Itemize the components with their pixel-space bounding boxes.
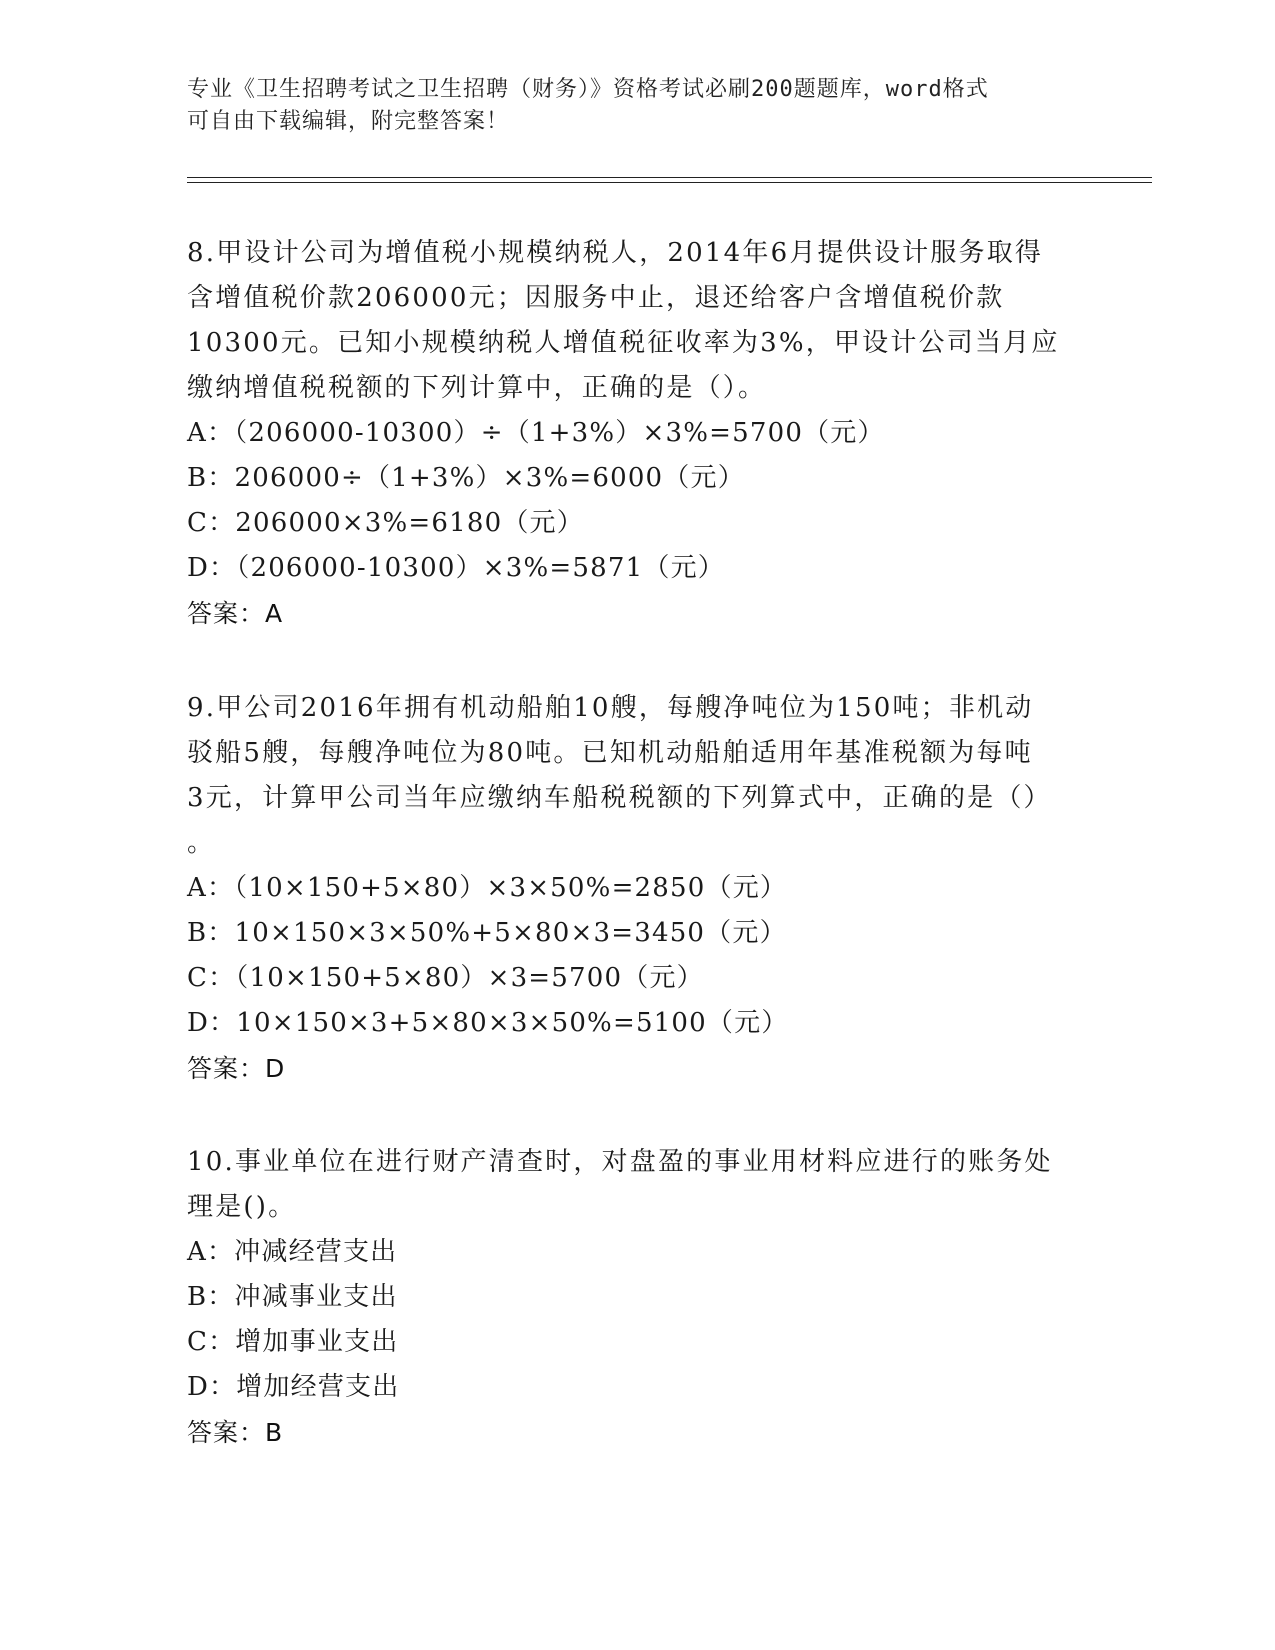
option-d: D：10×150×3+5×80×3×50%=5100（元）	[187, 1008, 789, 1038]
question-8	[187, 231, 1087, 636]
stem-line: 9.甲公司2016年拥有机动船舶10艘，每艘净吨位为150吨；非机动	[187, 693, 1034, 723]
stem-line: 。	[187, 828, 216, 858]
stem-line: 8.甲设计公司为增值税小规模纳税人，2014年6月提供设计服务取得	[187, 238, 1044, 268]
option-c: C：（10×150+5×80）×3=5700（元）	[187, 963, 704, 993]
question-stem	[187, 231, 1087, 411]
question-9	[187, 686, 1087, 1091]
option-b: B：206000÷（1+3%）×3%=6000（元）	[187, 463, 745, 493]
option-a: A：（206000-10300）÷（1+3%）×3%=5700（元）	[187, 418, 885, 448]
option-d: D：增加经营支出	[187, 1372, 400, 1402]
option-d: D：（206000-10300）×3%=5871（元）	[187, 553, 725, 583]
header-line-1: 专业《卫生招聘考试之卫生招聘（财务）》资格考试必刷200题题库，word格式	[187, 77, 989, 102]
stem-line: 3元，计算甲公司当年应缴纳车船税税额的下列算式中，正确的是（）	[187, 783, 1052, 813]
stem-line: 驳船5艘，每艘净吨位为80吨。已知机动船舶适用年基准税额为每吨	[187, 738, 1033, 768]
option-a: A：（10×150+5×80）×3×50%=2850（元）	[187, 873, 788, 903]
stem-line: 理是()。	[187, 1192, 297, 1222]
answer-label: 答案：D	[187, 1054, 286, 1083]
option-a: A：冲减经营支出	[187, 1237, 398, 1267]
question-stem	[187, 1140, 1087, 1230]
stem-line: 10.事业单位在进行财产清查时，对盘盈的事业用材料应进行的账务处	[187, 1147, 1053, 1177]
header-line-2: 可自由下载编辑，附完整答案！	[187, 109, 510, 134]
stem-line: 含增值税价款206000元；因服务中止，退还给客户含增值税价款	[187, 283, 1005, 313]
document-header	[187, 74, 1067, 138]
option-c: C：206000×3%=6180（元）	[187, 508, 584, 538]
question-10	[187, 1140, 1087, 1455]
answer-label: 答案：A	[187, 599, 284, 628]
question-stem	[187, 686, 1087, 866]
answer-label: 答案：B	[187, 1418, 284, 1447]
option-b: B：10×150×3×50%+5×80×3=3450（元）	[187, 918, 787, 948]
option-b: B：冲减事业支出	[187, 1282, 398, 1312]
stem-line: 缴纳增值税税额的下列计算中，正确的是（）。	[187, 373, 767, 403]
stem-line: 10300元。已知小规模纳税人增值税征收率为3%，甲设计公司当月应	[187, 328, 1060, 358]
option-c: C：增加事业支出	[187, 1327, 399, 1357]
header-double-rule	[187, 177, 1152, 183]
